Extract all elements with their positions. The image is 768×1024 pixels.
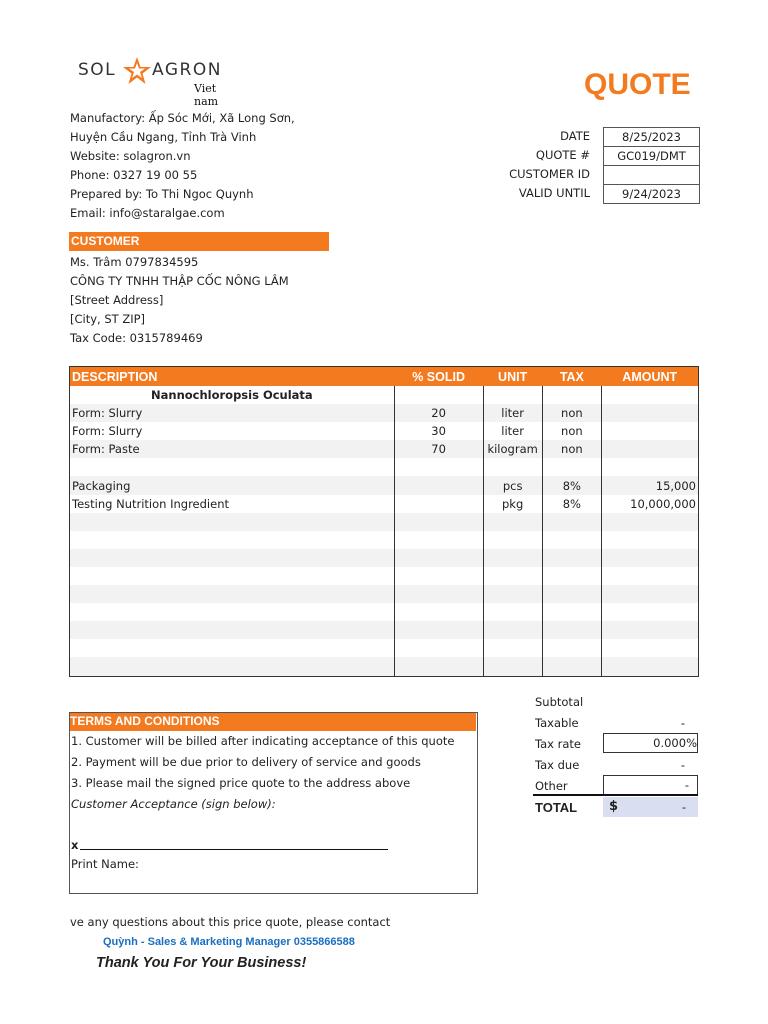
item-tax[interactable] bbox=[542, 585, 601, 603]
item-unit[interactable] bbox=[483, 458, 542, 476]
prepared-by: Prepared by: To Thi Ngoc Quynh bbox=[70, 187, 254, 201]
col-amount: AMOUNT bbox=[601, 367, 698, 387]
item-solid[interactable] bbox=[394, 386, 483, 404]
item-amount[interactable] bbox=[601, 513, 698, 531]
item-solid[interactable]: 20 bbox=[394, 404, 483, 422]
item-amount[interactable]: 10,000,000 bbox=[601, 495, 698, 513]
item-solid[interactable] bbox=[394, 585, 483, 603]
table-header-row bbox=[70, 367, 699, 387]
table-row bbox=[70, 549, 699, 567]
item-description[interactable]: Testing Nutrition Ingredient bbox=[70, 495, 395, 513]
item-amount[interactable] bbox=[601, 639, 698, 657]
item-solid[interactable] bbox=[394, 657, 483, 676]
item-description[interactable] bbox=[70, 567, 395, 585]
item-amount[interactable] bbox=[601, 603, 698, 621]
item-unit[interactable]: kilogram bbox=[483, 440, 542, 458]
tax-due-label: Tax due bbox=[535, 758, 580, 772]
signature-prefix: x bbox=[71, 838, 79, 852]
items-table bbox=[69, 366, 699, 677]
item-unit[interactable] bbox=[483, 386, 542, 404]
item-description[interactable]: Nannochloropsis Oculata bbox=[70, 386, 395, 404]
item-unit[interactable]: pkg bbox=[483, 495, 542, 513]
company-line-2: Huyện Cầu Ngang, Tỉnh Trà Vinh bbox=[70, 130, 257, 144]
item-amount[interactable] bbox=[601, 422, 698, 440]
item-description[interactable] bbox=[70, 585, 395, 603]
item-amount[interactable]: 15,000 bbox=[601, 476, 698, 494]
tax-due-value: - bbox=[680, 758, 685, 772]
table-row bbox=[70, 476, 699, 494]
item-tax[interactable] bbox=[542, 549, 601, 567]
logo-subtitle: Viet nam bbox=[194, 82, 219, 108]
other-label: Other bbox=[535, 779, 568, 793]
item-unit[interactable]: liter bbox=[483, 404, 542, 422]
contact-person: Quỳnh - Sales & Marketing Manager 0355866588 bbox=[103, 936, 355, 948]
item-description[interactable] bbox=[70, 657, 395, 676]
item-unit[interactable] bbox=[483, 603, 542, 621]
item-amount[interactable] bbox=[601, 585, 698, 603]
customer-city: [City, ST ZIP] bbox=[70, 312, 146, 326]
logo-text-right: AGRON bbox=[152, 60, 222, 80]
item-solid[interactable] bbox=[394, 513, 483, 531]
quote-number-label: QUOTE # bbox=[535, 148, 590, 162]
col-description: DESCRIPTION bbox=[70, 367, 395, 387]
item-unit[interactable] bbox=[483, 567, 542, 585]
table-row bbox=[70, 404, 699, 422]
item-solid[interactable] bbox=[394, 603, 483, 621]
item-description[interactable]: Packaging bbox=[70, 476, 395, 494]
customer-tax-code: Tax Code: 0315789469 bbox=[70, 331, 203, 345]
item-tax[interactable]: non bbox=[542, 404, 601, 422]
table-row bbox=[70, 386, 699, 404]
total-value: - bbox=[681, 800, 686, 814]
quote-number-field[interactable]: GC019/DMT bbox=[603, 146, 700, 166]
date-label: DATE bbox=[560, 129, 590, 143]
table-row bbox=[70, 639, 699, 657]
item-tax[interactable] bbox=[542, 513, 601, 531]
company-line-1: Manufactory: Ấp Sóc Mới, Xã Long Sơn, bbox=[70, 111, 295, 125]
terms-line-3: 3. Please mail the signed price quote to the address above bbox=[71, 776, 411, 790]
company-logo bbox=[78, 58, 228, 108]
terms-line-2: 2. Payment will be due prior to delivery of service and goods bbox=[71, 755, 421, 769]
terms-line-1: 1. Customer will be billed after indicating acceptance of this quote bbox=[71, 734, 455, 748]
item-solid[interactable] bbox=[394, 531, 483, 549]
item-tax[interactable] bbox=[542, 458, 601, 476]
item-solid[interactable] bbox=[394, 495, 483, 513]
acceptance-label: Customer Acceptance (sign below): bbox=[71, 797, 276, 811]
customer-company: CÔNG TY TNHH THẬP CỐC NÔNG LÂM bbox=[70, 274, 289, 288]
company-phone: Phone: 0327 19 00 55 bbox=[70, 168, 198, 182]
item-description[interactable]: Form: Slurry bbox=[70, 404, 395, 422]
item-solid[interactable] bbox=[394, 476, 483, 494]
item-amount[interactable] bbox=[601, 621, 698, 639]
total-box bbox=[603, 797, 698, 817]
item-tax[interactable] bbox=[542, 603, 601, 621]
item-unit[interactable] bbox=[483, 657, 542, 676]
item-description[interactable] bbox=[70, 639, 395, 657]
item-description[interactable]: Form: Slurry bbox=[70, 422, 395, 440]
item-description[interactable] bbox=[70, 549, 395, 567]
item-unit[interactable]: liter bbox=[483, 422, 542, 440]
customer-contact: Ms. Trâm 0797834595 bbox=[70, 255, 199, 269]
contact-line: ve any questions about this price quote, please contact bbox=[70, 915, 391, 929]
item-unit[interactable] bbox=[483, 585, 542, 603]
total-currency: $ bbox=[609, 799, 619, 814]
item-description[interactable] bbox=[70, 603, 395, 621]
customer-header: CUSTOMER bbox=[69, 232, 329, 251]
item-unit[interactable] bbox=[483, 639, 542, 657]
table-row bbox=[70, 495, 699, 513]
signature-line[interactable] bbox=[80, 849, 388, 850]
taxable-label: Taxable bbox=[535, 716, 579, 730]
other-field[interactable]: - bbox=[603, 775, 698, 795]
valid-until-label: VALID UNTIL bbox=[518, 186, 590, 200]
valid-until-field[interactable]: 9/24/2023 bbox=[603, 184, 700, 204]
item-solid[interactable]: 70 bbox=[394, 440, 483, 458]
company-email: Email: info@staralgae.com bbox=[70, 206, 225, 220]
subtotal-label: Subtotal bbox=[535, 695, 584, 709]
item-unit[interactable]: pcs bbox=[483, 476, 542, 494]
tax-rate-label: Tax rate bbox=[535, 737, 581, 751]
item-amount[interactable] bbox=[601, 549, 698, 567]
item-solid[interactable] bbox=[394, 567, 483, 585]
item-solid[interactable] bbox=[394, 621, 483, 639]
terms-header: TERMS AND CONDITIONS bbox=[69, 712, 476, 731]
table-row bbox=[70, 657, 699, 676]
item-amount[interactable] bbox=[601, 531, 698, 549]
item-tax[interactable] bbox=[542, 657, 601, 676]
item-solid[interactable] bbox=[394, 639, 483, 657]
print-name-label: Print Name: bbox=[71, 857, 139, 871]
item-tax[interactable]: 8% bbox=[542, 476, 601, 494]
item-amount[interactable] bbox=[601, 404, 698, 422]
item-tax[interactable] bbox=[542, 567, 601, 585]
total-label: TOTAL bbox=[535, 800, 578, 815]
table-row bbox=[70, 621, 699, 639]
item-description[interactable] bbox=[70, 621, 395, 639]
customer-street: [Street Address] bbox=[70, 293, 164, 307]
item-solid[interactable]: 30 bbox=[394, 422, 483, 440]
table-row bbox=[70, 458, 699, 476]
item-description[interactable] bbox=[70, 531, 395, 549]
item-amount[interactable] bbox=[601, 440, 698, 458]
item-description[interactable] bbox=[70, 458, 395, 476]
col-tax: TAX bbox=[542, 367, 601, 387]
item-tax[interactable]: non bbox=[542, 422, 601, 440]
item-tax[interactable] bbox=[542, 639, 601, 657]
total-divider bbox=[533, 794, 698, 796]
table-row bbox=[70, 585, 699, 603]
table-row bbox=[70, 422, 699, 440]
table-row bbox=[70, 531, 699, 549]
star-logo-icon bbox=[122, 56, 152, 86]
item-tax[interactable]: 8% bbox=[542, 495, 601, 513]
page-title: QUOTE bbox=[584, 68, 691, 101]
table-row bbox=[70, 567, 699, 585]
item-unit[interactable] bbox=[483, 513, 542, 531]
thank-you-message: Thank You For Your Business! bbox=[96, 955, 307, 971]
item-unit[interactable] bbox=[483, 531, 542, 549]
table-row bbox=[70, 513, 699, 531]
item-amount[interactable] bbox=[601, 567, 698, 585]
col-unit: UNIT bbox=[483, 367, 542, 387]
item-description[interactable]: Form: Paste bbox=[70, 440, 395, 458]
item-unit[interactable] bbox=[483, 549, 542, 567]
logo-text-left: SOL bbox=[78, 60, 117, 80]
item-unit[interactable] bbox=[483, 621, 542, 639]
item-amount[interactable] bbox=[601, 386, 698, 404]
item-amount[interactable] bbox=[601, 657, 698, 676]
table-row bbox=[70, 440, 699, 458]
item-solid[interactable] bbox=[394, 549, 483, 567]
item-tax[interactable] bbox=[542, 621, 601, 639]
item-description[interactable] bbox=[70, 513, 395, 531]
item-solid[interactable] bbox=[394, 458, 483, 476]
item-tax[interactable] bbox=[542, 386, 601, 404]
customer-id-label: CUSTOMER ID bbox=[509, 167, 590, 181]
item-amount[interactable] bbox=[601, 458, 698, 476]
company-website: Website: solagron.vn bbox=[70, 149, 191, 163]
customer-id-field[interactable] bbox=[603, 165, 700, 185]
item-tax[interactable] bbox=[542, 531, 601, 549]
item-tax[interactable]: non bbox=[542, 440, 601, 458]
taxable-value: - bbox=[680, 716, 685, 730]
date-field[interactable]: 8/25/2023 bbox=[603, 127, 700, 147]
table-row bbox=[70, 603, 699, 621]
col-solid: % SOLID bbox=[394, 367, 483, 387]
tax-rate-field[interactable]: 0.000% bbox=[603, 733, 698, 753]
